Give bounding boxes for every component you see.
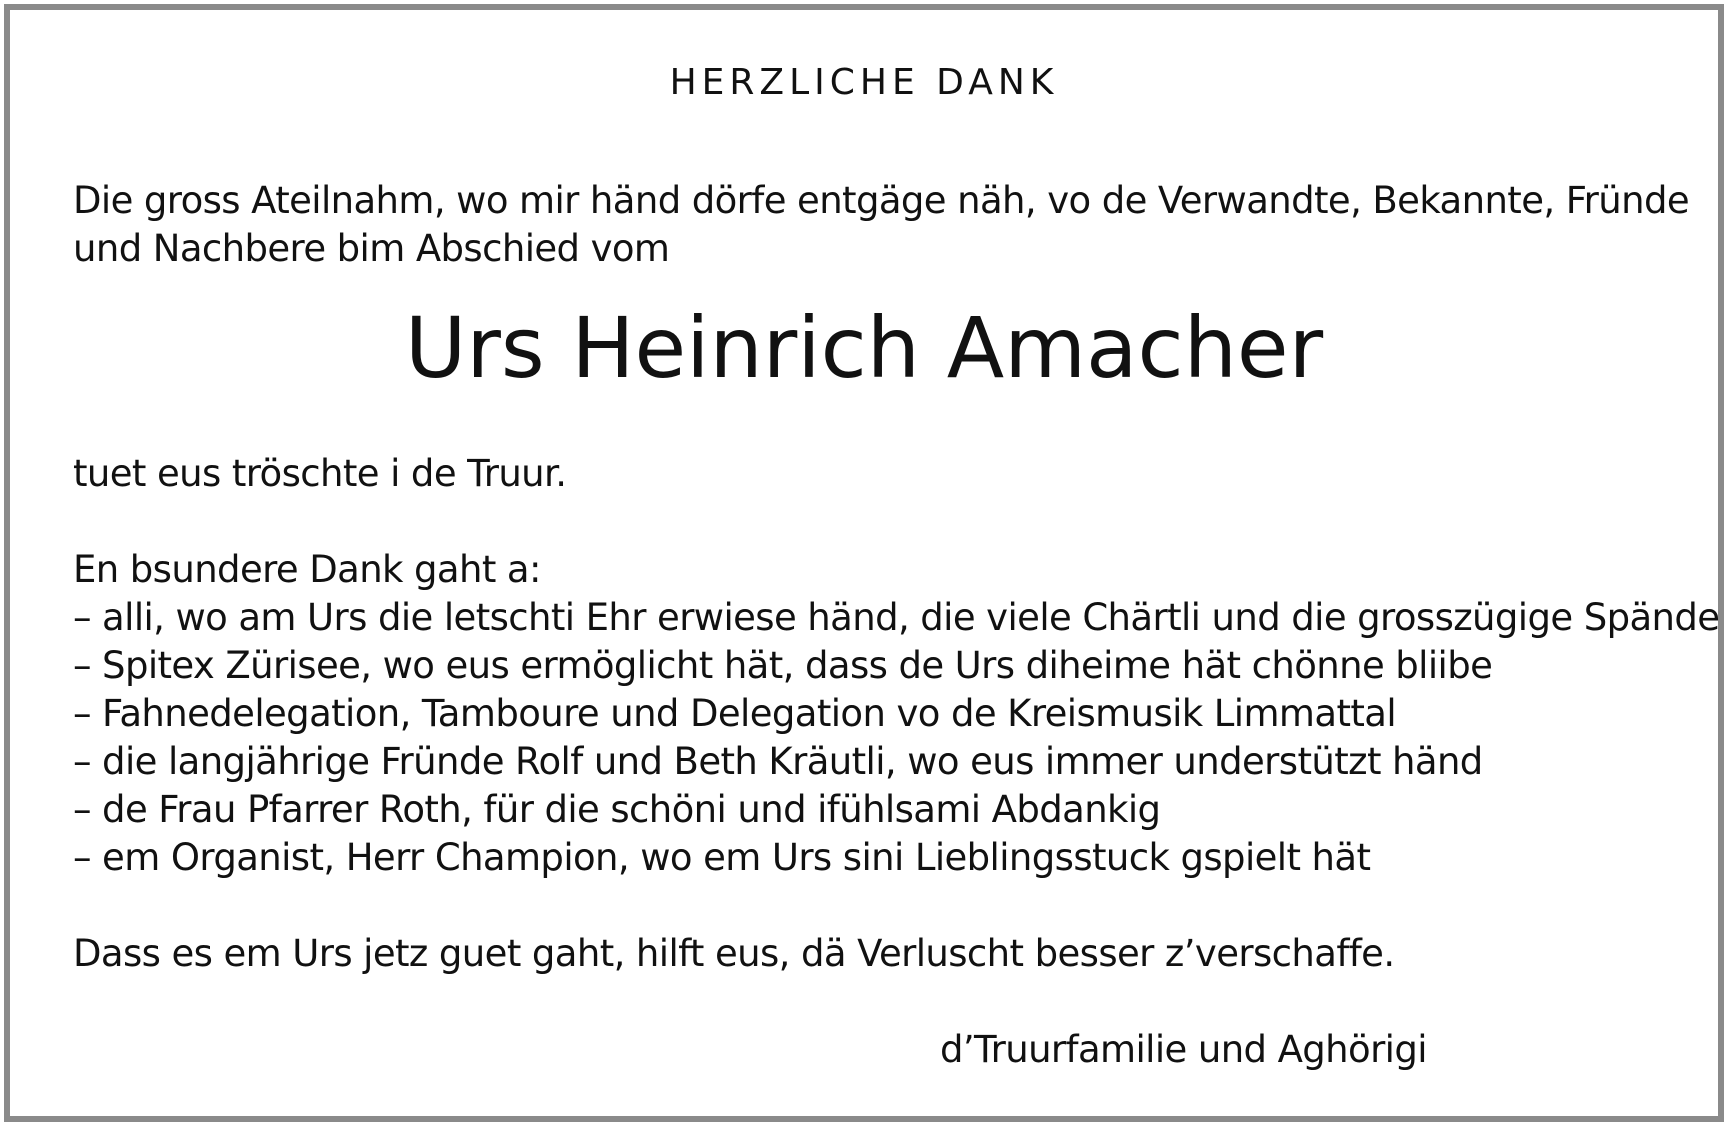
thanks-section [73,546,1719,882]
family-signature: d’Truurfamilie und Aghörigi [940,1028,1427,1071]
thanks-item: – em Organist, Herr Champion, wo em Urs sini Lieblingsstuck gspielt hät [73,836,1371,879]
intro-line-1: Die gross Ateilnahm, wo mir händ dörfe entgäge näh, vo de Verwandte, Bekannte, Fründe [73,179,1690,222]
notice-heading: HERZLICHE DANK [669,62,1059,103]
thanks-item: – Fahnedelegation, Tamboure und Delegation vo de Kreismusik Limmattal [73,692,1397,735]
comfort-line: tuet eus tröschte i de Truur. [73,452,567,495]
thanks-intro: En bsundere Dank gaht a: [73,548,541,591]
intro-line-2: und Nachbere bim Abschied vom [73,227,670,270]
deceased-name: Urs Heinrich Amacher [404,299,1324,397]
thanks-item: – alli, wo am Urs die letschti Ehr erwiese händ, die viele Chärtli und die grosszügige Spände [73,596,1720,639]
obituary-notice [4,4,1724,1122]
thanks-list [73,594,1719,882]
intro-paragraph [73,177,1689,273]
closing-line: Dass es em Urs jetz guet gaht, hilft eus, dä Verluscht besser z’verschaffe. [73,932,1395,975]
thanks-item: – de Frau Pfarrer Roth, für die schöni und ifühlsami Abdankig [73,788,1161,831]
thanks-item: – die langjährige Fründe Rolf und Beth Kräutli, wo eus immer understützt händ [73,740,1483,783]
thanks-item: – Spitex Zürisee, wo eus ermöglicht hät, dass de Urs diheime hät chönne bliibe [73,644,1493,687]
